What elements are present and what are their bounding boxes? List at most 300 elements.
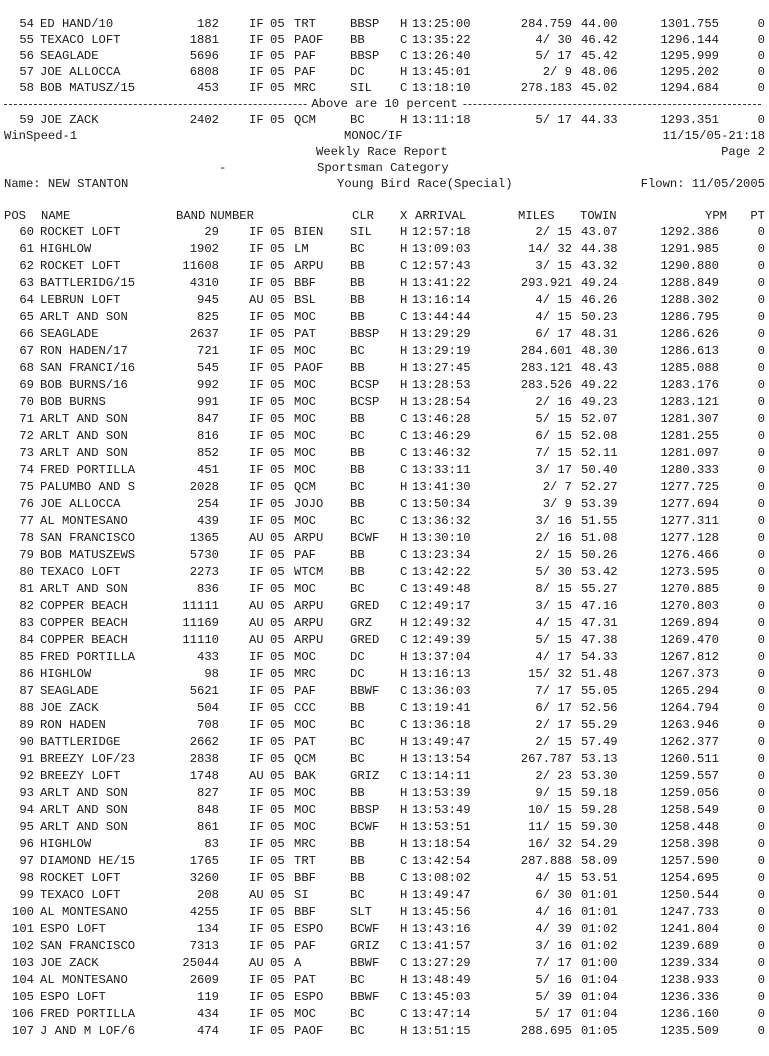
cell-reg: IF bbox=[249, 718, 264, 732]
cell-miles: 2/ 7 bbox=[542, 480, 572, 494]
cell-reg: IF bbox=[249, 113, 264, 127]
cell-clr: BB bbox=[350, 837, 365, 851]
cell-reg: IF bbox=[249, 361, 264, 375]
table-row bbox=[4, 275, 765, 291]
cell-ypm: 1286.626 bbox=[660, 327, 719, 341]
cell-pt: 0 bbox=[757, 820, 765, 834]
cell-pos: 64 bbox=[19, 293, 34, 307]
cell-reg: IF bbox=[249, 65, 264, 79]
cell-name: SEAGLADE bbox=[40, 684, 99, 698]
cell-arrival: 13:16:13 bbox=[412, 667, 471, 681]
table-row bbox=[4, 445, 765, 461]
cell-pt: 0 bbox=[757, 276, 765, 290]
cell-towin: 44.33 bbox=[581, 113, 618, 127]
page-number: Page 2 bbox=[721, 145, 765, 159]
cell-arrival: 13:33:11 bbox=[412, 463, 471, 477]
cell-pos: 66 bbox=[19, 327, 34, 341]
cell-arrival: 13:53:39 bbox=[412, 786, 471, 800]
cell-towin: 51.08 bbox=[581, 531, 618, 545]
cell-towin: 01:01 bbox=[581, 888, 618, 902]
cell-name: LEBRUN LOFT bbox=[40, 293, 121, 307]
cell-clr: BC bbox=[350, 735, 365, 749]
cell-pt: 0 bbox=[757, 531, 765, 545]
cell-pt: 0 bbox=[757, 497, 765, 511]
cell-pos: 97 bbox=[19, 854, 34, 868]
cell-reg: IF bbox=[249, 837, 264, 851]
table-row bbox=[4, 32, 765, 48]
cell-clr: BBSP bbox=[350, 17, 380, 31]
cell-clr: BCWF bbox=[350, 820, 380, 834]
cell-arrival: 12:57:43 bbox=[412, 259, 471, 273]
cell-x: C bbox=[400, 990, 408, 1004]
cell-pos: 73 bbox=[19, 446, 34, 460]
cell-x: H bbox=[400, 327, 408, 341]
table-row bbox=[4, 870, 765, 886]
cell-band: 945 bbox=[197, 293, 219, 307]
cell-miles: 6/ 30 bbox=[535, 888, 572, 902]
cell-clr: DC bbox=[350, 65, 365, 79]
cell-towin: 45.42 bbox=[581, 49, 618, 63]
cell-club: MOC bbox=[294, 820, 316, 834]
cell-arrival: 13:19:41 bbox=[412, 701, 471, 715]
cell-band: 5730 bbox=[189, 548, 219, 562]
cell-year: 05 bbox=[270, 820, 285, 834]
cell-miles: 283.121 bbox=[520, 361, 572, 375]
cell-ypm: 1295.202 bbox=[660, 65, 719, 79]
cell-clr: BC bbox=[350, 1024, 365, 1038]
cell-arrival: 13:46:32 bbox=[412, 446, 471, 460]
cell-name: BREEZY LOFT bbox=[40, 769, 121, 783]
table-row bbox=[4, 547, 765, 563]
cell-year: 05 bbox=[270, 939, 285, 953]
cell-club: PAOF bbox=[294, 33, 324, 47]
cell-x: H bbox=[400, 293, 408, 307]
cell-pt: 0 bbox=[757, 905, 765, 919]
cell-pos: 74 bbox=[19, 463, 34, 477]
cell-miles: 14/ 32 bbox=[528, 242, 572, 256]
cell-club: QCM bbox=[294, 480, 316, 494]
cell-towin: 01:02 bbox=[581, 922, 618, 936]
cell-arrival: 13:43:16 bbox=[412, 922, 471, 936]
cell-clr: BCSP bbox=[350, 378, 380, 392]
cell-arrival: 13:41:30 bbox=[412, 480, 471, 494]
cell-pt: 0 bbox=[757, 225, 765, 239]
cell-reg: IF bbox=[249, 378, 264, 392]
col-clr: CLR bbox=[352, 209, 374, 223]
cell-name: ROCKET LOFT bbox=[40, 259, 121, 273]
flown-date: Flown: 11/05/2005 bbox=[640, 177, 765, 191]
cell-reg: IF bbox=[249, 395, 264, 409]
cell-year: 05 bbox=[270, 514, 285, 528]
cell-band: 4255 bbox=[189, 905, 219, 919]
cell-towin: 43.07 bbox=[581, 225, 618, 239]
cell-club: MOC bbox=[294, 463, 316, 477]
cell-x: H bbox=[400, 905, 408, 919]
cell-towin: 01:05 bbox=[581, 1024, 618, 1038]
cell-year: 05 bbox=[270, 735, 285, 749]
report-header-line-2 bbox=[4, 144, 765, 160]
cell-year: 05 bbox=[270, 803, 285, 817]
cell-arrival: 13:53:49 bbox=[412, 803, 471, 817]
cell-towin: 48.06 bbox=[581, 65, 618, 79]
table-row bbox=[4, 343, 765, 359]
cell-band: 98 bbox=[204, 667, 219, 681]
cell-pt: 0 bbox=[757, 786, 765, 800]
cell-reg: IF bbox=[249, 1024, 264, 1038]
cell-miles: 288.695 bbox=[520, 1024, 572, 1038]
category-label: Sportsman Category bbox=[317, 161, 449, 175]
cell-miles: 15/ 32 bbox=[528, 667, 572, 681]
cell-x: H bbox=[400, 803, 408, 817]
cell-miles: 5/ 17 bbox=[535, 49, 572, 63]
cell-pos: 98 bbox=[19, 871, 34, 885]
cell-club: BSL bbox=[294, 293, 316, 307]
cell-pt: 0 bbox=[757, 463, 765, 477]
cell-x: H bbox=[400, 837, 408, 851]
cell-ypm: 1290.880 bbox=[660, 259, 719, 273]
cell-pos: 94 bbox=[19, 803, 34, 817]
cell-year: 05 bbox=[270, 650, 285, 664]
cell-miles: 3/ 15 bbox=[535, 599, 572, 613]
cell-reg: IF bbox=[249, 939, 264, 953]
cell-clr: GRED bbox=[350, 633, 380, 647]
cell-band: 1902 bbox=[189, 242, 219, 256]
cell-clr: BB bbox=[350, 361, 365, 375]
cell-towin: 52.27 bbox=[581, 480, 618, 494]
table-row bbox=[4, 1006, 765, 1022]
cell-band: 474 bbox=[197, 1024, 219, 1038]
cell-ypm: 1277.694 bbox=[660, 497, 719, 511]
cell-club: PAF bbox=[294, 939, 316, 953]
cell-year: 05 bbox=[270, 667, 285, 681]
cell-band: 861 bbox=[197, 820, 219, 834]
cell-ypm: 1286.795 bbox=[660, 310, 719, 324]
cell-reg: IF bbox=[249, 497, 264, 511]
table-row bbox=[4, 989, 765, 1005]
cell-miles: 2/ 23 bbox=[535, 769, 572, 783]
cell-towin: 54.33 bbox=[581, 650, 618, 664]
cell-x: H bbox=[400, 752, 408, 766]
cell-pt: 0 bbox=[757, 922, 765, 936]
cell-band: 1881 bbox=[189, 33, 219, 47]
cell-pt: 0 bbox=[757, 939, 765, 953]
cell-band: 545 bbox=[197, 361, 219, 375]
cell-miles: 5/ 39 bbox=[535, 990, 572, 1004]
cell-band: 5621 bbox=[189, 684, 219, 698]
cell-x: H bbox=[400, 735, 408, 749]
table-row bbox=[4, 649, 765, 665]
cell-x: H bbox=[400, 616, 408, 630]
cell-band: 451 bbox=[197, 463, 219, 477]
cell-club: MRC bbox=[294, 81, 316, 95]
cell-band: 1365 bbox=[189, 531, 219, 545]
cell-towin: 01:04 bbox=[581, 990, 618, 1004]
cell-year: 05 bbox=[270, 769, 285, 783]
cell-pos: 80 bbox=[19, 565, 34, 579]
cell-year: 05 bbox=[270, 565, 285, 579]
cell-year: 05 bbox=[270, 888, 285, 902]
cell-arrival: 13:35:22 bbox=[412, 33, 471, 47]
cell-clr: BC bbox=[350, 888, 365, 902]
cell-year: 05 bbox=[270, 361, 285, 375]
cell-towin: 47.38 bbox=[581, 633, 618, 647]
cell-club: BIEN bbox=[294, 225, 324, 239]
cell-band: 25044 bbox=[182, 956, 219, 970]
cell-band: 721 bbox=[197, 344, 219, 358]
cell-club: MOC bbox=[294, 429, 316, 443]
cell-year: 05 bbox=[270, 973, 285, 987]
cell-ypm: 1296.144 bbox=[660, 33, 719, 47]
cell-x: H bbox=[400, 820, 408, 834]
cell-year: 05 bbox=[270, 599, 285, 613]
cell-x: H bbox=[400, 225, 408, 239]
cell-pos: 91 bbox=[19, 752, 34, 766]
cell-name: JOE ZACK bbox=[40, 701, 99, 715]
cell-towin: 46.42 bbox=[581, 33, 618, 47]
cell-miles: 4/ 17 bbox=[535, 650, 572, 664]
cell-club: A bbox=[294, 956, 302, 970]
cell-towin: 53.13 bbox=[581, 752, 618, 766]
cell-club: PAT bbox=[294, 327, 316, 341]
table-row bbox=[4, 955, 765, 971]
cell-band: 1765 bbox=[189, 854, 219, 868]
cell-arrival: 13:45:03 bbox=[412, 990, 471, 1004]
cell-reg: IF bbox=[249, 650, 264, 664]
cell-name: FRED PORTILLA bbox=[40, 650, 136, 664]
cell-ypm: 1259.056 bbox=[660, 786, 719, 800]
cell-ypm: 1239.334 bbox=[660, 956, 719, 970]
cell-pos: 104 bbox=[12, 973, 34, 987]
table-row bbox=[4, 326, 765, 342]
cell-reg: IF bbox=[249, 242, 264, 256]
cell-miles: 4/ 15 bbox=[535, 871, 572, 885]
cell-arrival: 13:11:18 bbox=[412, 113, 471, 127]
cell-miles: 11/ 15 bbox=[528, 820, 572, 834]
cell-ypm: 1257.590 bbox=[660, 854, 719, 868]
table-row bbox=[4, 904, 765, 920]
cell-towin: 44.00 bbox=[581, 17, 618, 31]
cell-x: C bbox=[400, 446, 408, 460]
table-row bbox=[4, 16, 765, 32]
cell-ypm: 1273.595 bbox=[660, 565, 719, 579]
cell-year: 05 bbox=[270, 684, 285, 698]
cell-clr: BB bbox=[350, 871, 365, 885]
cell-ypm: 1288.849 bbox=[660, 276, 719, 290]
cell-name: BOB MATUSZEWS bbox=[40, 548, 136, 562]
cell-name: PALUMBO AND S bbox=[40, 480, 136, 494]
cell-arrival: 13:28:53 bbox=[412, 378, 471, 392]
cell-clr: SIL bbox=[350, 81, 372, 95]
cell-clr: BB bbox=[350, 446, 365, 460]
cell-club: TRT bbox=[294, 854, 316, 868]
cell-club: MOC bbox=[294, 446, 316, 460]
cell-towin: 43.32 bbox=[581, 259, 618, 273]
cell-club: ARPU bbox=[294, 633, 324, 647]
cell-pos: 59 bbox=[19, 113, 34, 127]
cell-ypm: 1239.689 bbox=[660, 939, 719, 953]
cell-pt: 0 bbox=[757, 990, 765, 1004]
cell-reg: IF bbox=[249, 990, 264, 1004]
cell-pt: 0 bbox=[757, 293, 765, 307]
cell-ypm: 1258.549 bbox=[660, 803, 719, 817]
cell-miles: 4/ 15 bbox=[535, 616, 572, 630]
cell-band: 848 bbox=[197, 803, 219, 817]
cell-towin: 55.29 bbox=[581, 718, 618, 732]
cell-reg: IF bbox=[249, 446, 264, 460]
cell-name: SAN FRANCI/16 bbox=[40, 361, 136, 375]
cell-pos: 100 bbox=[12, 905, 34, 919]
cell-band: 852 bbox=[197, 446, 219, 460]
cell-club: WTCM bbox=[294, 565, 324, 579]
cell-miles: 16/ 32 bbox=[528, 837, 572, 851]
cell-year: 05 bbox=[270, 548, 285, 562]
cell-clr: BB bbox=[350, 497, 365, 511]
table-row bbox=[4, 598, 765, 614]
cell-club: PAF bbox=[294, 49, 316, 63]
cell-pos: 99 bbox=[19, 888, 34, 902]
table-row bbox=[4, 309, 765, 325]
table-row bbox=[4, 836, 765, 852]
cell-miles: 6/ 15 bbox=[535, 429, 572, 443]
cell-pos: 89 bbox=[19, 718, 34, 732]
table-row bbox=[4, 632, 765, 648]
cell-reg: AU bbox=[249, 888, 264, 902]
cell-miles: 5/ 16 bbox=[535, 973, 572, 987]
cell-towin: 01:01 bbox=[581, 905, 618, 919]
cell-arrival: 13:25:00 bbox=[412, 17, 471, 31]
cell-club: MOC bbox=[294, 1007, 316, 1021]
cell-towin: 51.55 bbox=[581, 514, 618, 528]
report-header-line-4 bbox=[4, 176, 765, 192]
cell-arrival: 13:29:19 bbox=[412, 344, 471, 358]
cell-pt: 0 bbox=[757, 718, 765, 732]
cell-pos: 55 bbox=[19, 33, 34, 47]
cell-clr: BB bbox=[350, 310, 365, 324]
cell-miles: 284.601 bbox=[520, 344, 572, 358]
cell-ypm: 1247.733 bbox=[660, 905, 719, 919]
cell-arrival: 13:37:04 bbox=[412, 650, 471, 664]
cell-year: 05 bbox=[270, 854, 285, 868]
cell-pos: 79 bbox=[19, 548, 34, 562]
cell-pt: 0 bbox=[757, 684, 765, 698]
cell-clr: GRED bbox=[350, 599, 380, 613]
cell-club: MOC bbox=[294, 412, 316, 426]
cell-miles: 5/ 15 bbox=[535, 633, 572, 647]
cell-ypm: 1277.311 bbox=[660, 514, 719, 528]
cell-towin: 47.16 bbox=[581, 599, 618, 613]
cell-name: ARLT AND SON bbox=[40, 820, 128, 834]
cell-reg: IF bbox=[249, 33, 264, 47]
cell-year: 05 bbox=[270, 837, 285, 851]
cell-towin: 01:04 bbox=[581, 973, 618, 987]
col-number: NUMBER bbox=[210, 209, 254, 223]
cell-club: BBF bbox=[294, 871, 316, 885]
cell-pos: 90 bbox=[19, 735, 34, 749]
cell-reg: IF bbox=[249, 871, 264, 885]
cell-arrival: 13:30:10 bbox=[412, 531, 471, 545]
cell-arrival: 13:36:03 bbox=[412, 684, 471, 698]
cell-towin: 50.23 bbox=[581, 310, 618, 324]
cell-pos: 87 bbox=[19, 684, 34, 698]
cell-clr: BC bbox=[350, 718, 365, 732]
cell-towin: 55.05 bbox=[581, 684, 618, 698]
cell-arrival: 13:42:54 bbox=[412, 854, 471, 868]
cell-club: ARPU bbox=[294, 531, 324, 545]
cell-x: C bbox=[400, 310, 408, 324]
cell-towin: 54.29 bbox=[581, 837, 618, 851]
cell-pt: 0 bbox=[757, 480, 765, 494]
cell-year: 05 bbox=[270, 786, 285, 800]
table-row bbox=[4, 496, 765, 512]
cell-club: ARPU bbox=[294, 259, 324, 273]
cell-pos: 70 bbox=[19, 395, 34, 409]
cell-name: HIGHLOW bbox=[40, 837, 92, 851]
cell-ypm: 1285.088 bbox=[660, 361, 719, 375]
cell-arrival: 13:23:34 bbox=[412, 548, 471, 562]
report-datetime: 11/15/05-21:18 bbox=[662, 129, 765, 143]
cell-miles: 4/ 15 bbox=[535, 310, 572, 324]
cell-pt: 0 bbox=[757, 769, 765, 783]
cell-miles: 5/ 17 bbox=[535, 113, 572, 127]
cell-towin: 45.02 bbox=[581, 81, 618, 95]
cell-pos: 62 bbox=[19, 259, 34, 273]
table-row bbox=[4, 768, 765, 784]
cell-miles: 287.888 bbox=[520, 854, 572, 868]
cell-club: MOC bbox=[294, 582, 316, 596]
cell-club: ARPU bbox=[294, 599, 324, 613]
table-row bbox=[4, 564, 765, 580]
cell-arrival: 13:41:22 bbox=[412, 276, 471, 290]
cell-band: 119 bbox=[197, 990, 219, 1004]
cell-x: C bbox=[400, 718, 408, 732]
cell-name: COPPER BEACH bbox=[40, 633, 128, 647]
table-row bbox=[4, 513, 765, 529]
cell-name: ARLT AND SON bbox=[40, 803, 128, 817]
cell-band: 6808 bbox=[189, 65, 219, 79]
cell-club: MOC bbox=[294, 718, 316, 732]
cell-towin: 59.18 bbox=[581, 786, 618, 800]
cell-ypm: 1283.121 bbox=[660, 395, 719, 409]
cell-x: H bbox=[400, 922, 408, 936]
cell-band: 11169 bbox=[182, 616, 219, 630]
cell-club: MOC bbox=[294, 786, 316, 800]
col-pos: POS bbox=[4, 209, 26, 223]
cell-year: 05 bbox=[270, 310, 285, 324]
cell-club: PAOF bbox=[294, 361, 324, 375]
cell-miles: 4/ 39 bbox=[535, 922, 572, 936]
cell-year: 05 bbox=[270, 225, 285, 239]
cell-x: H bbox=[400, 480, 408, 494]
cell-clr: GRIZ bbox=[350, 769, 380, 783]
cell-year: 05 bbox=[270, 752, 285, 766]
cell-name: AL MONTESANO bbox=[40, 973, 128, 987]
cell-towin: 52.11 bbox=[581, 446, 618, 460]
cell-arrival: 13:50:34 bbox=[412, 497, 471, 511]
cell-club: PAT bbox=[294, 735, 316, 749]
col-x: X bbox=[400, 209, 408, 223]
cell-ypm: 1281.255 bbox=[660, 429, 719, 443]
cell-miles: 2/ 17 bbox=[535, 718, 572, 732]
cell-miles: 3/ 17 bbox=[535, 463, 572, 477]
cell-year: 05 bbox=[270, 480, 285, 494]
cell-club: MOC bbox=[294, 514, 316, 528]
cell-arrival: 13:49:47 bbox=[412, 888, 471, 902]
table-row bbox=[4, 394, 765, 410]
col-name: NAME bbox=[41, 209, 71, 223]
cell-name: ARLT AND SON bbox=[40, 429, 128, 443]
cell-clr: GRZ bbox=[350, 616, 372, 630]
cell-pt: 0 bbox=[757, 310, 765, 324]
